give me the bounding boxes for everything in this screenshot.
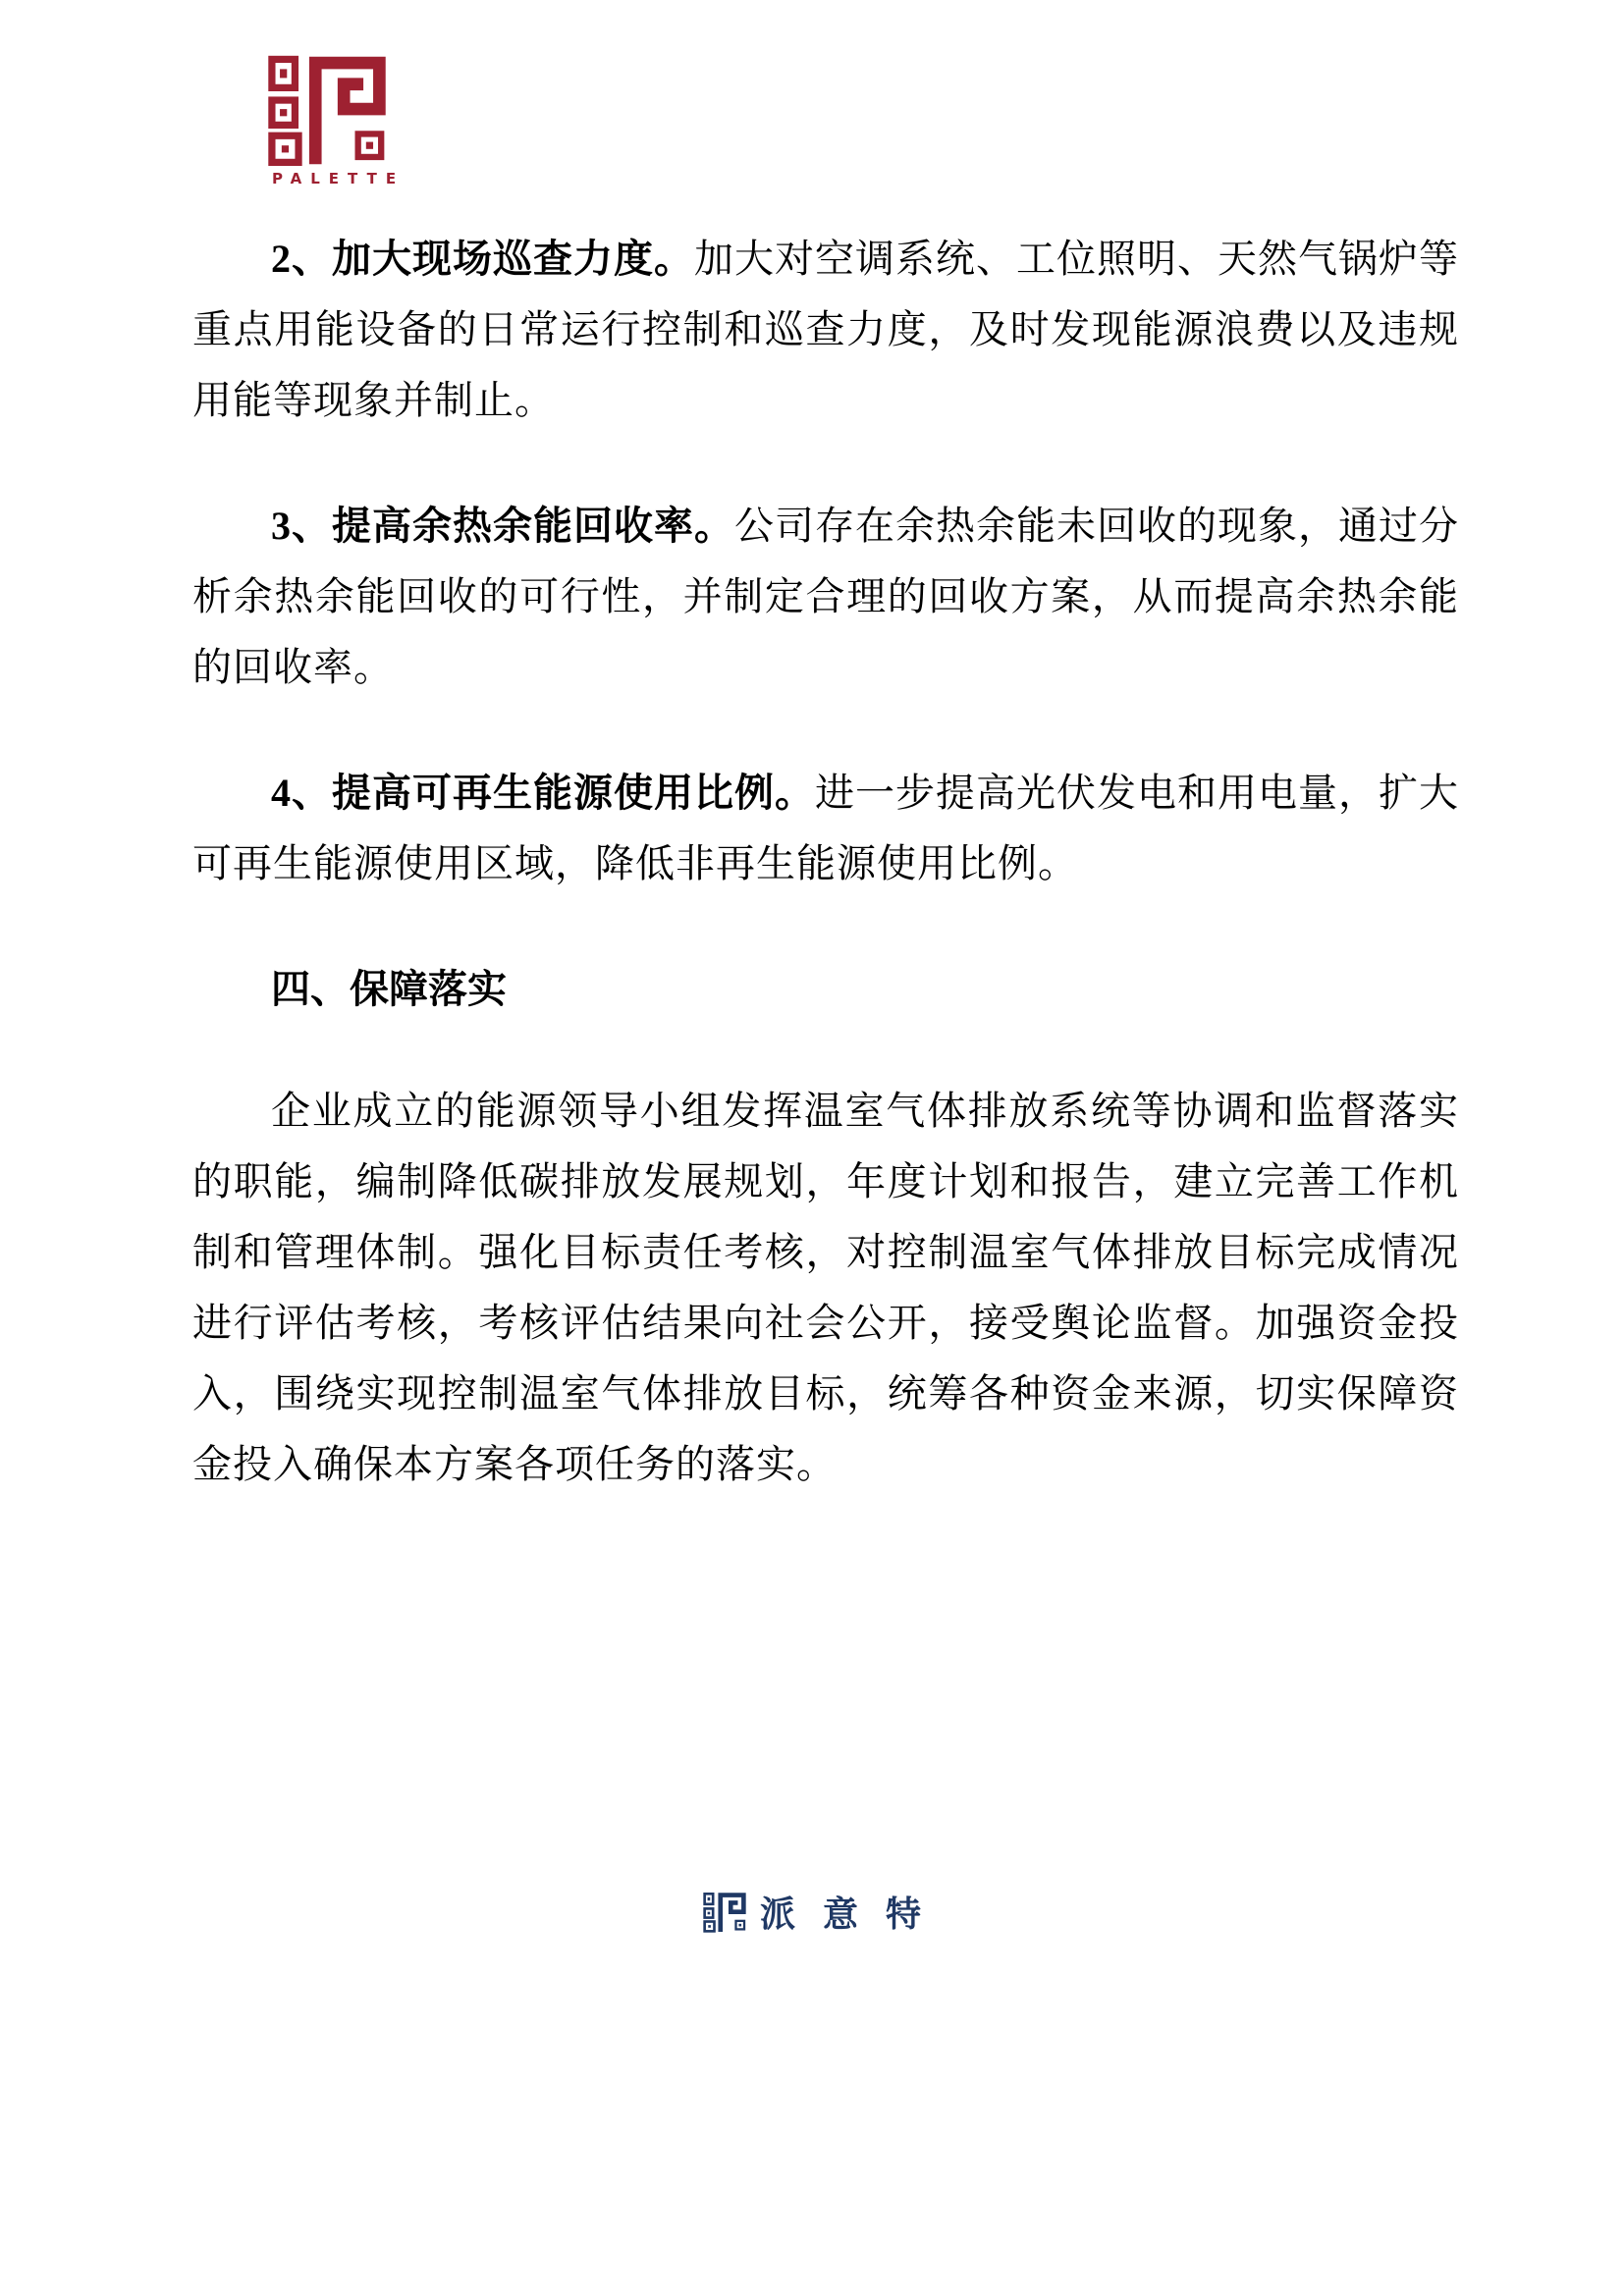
paragraph-3-body: 公司存在余热余能未回收的现象，通过分析余热余能回收的可行性，并制定合理的回收方案，从而提高余热余能的回收率。 [192,504,1459,689]
section-heading: 四、保障落实 [271,967,507,1011]
header-logo [263,54,406,187]
header-logo-brand-text: PALETTE [272,170,406,187]
paragraph-4-lead: 4、提高可再生能源使用比例。 [271,771,815,815]
paragraph-2-lead: 2、加大现场巡查力度。 [271,237,694,281]
closing-paragraph: 企业成立的能源领导小组发挥温室气体排放系统等协调和监督落实的职能，编制降低碳排放发展规划，年度计划和报告，建立完善工作机制和管理体制。强化目标责任考核，对控制温室气体排放目标完成情况进行评估考核，考核评估结果向社会公开，接受舆论监督。加强资金投入，围绕实现控制温室气体排放目标，统筹各种资金来源，切实保障资金投入确保本方案各项任务的落实。 [192,1089,1459,1486]
footer-maze-logo-icon [703,1888,746,1937]
paragraph-item-2 [192,224,1459,436]
paragraph-4-body: 进一步提高光伏发电和用电量，扩大可再生能源使用区域，降低非再生能源使用比例。 [192,771,1459,885]
footer-logo [0,1887,1624,1937]
paragraph-item-3 [192,491,1459,703]
paragraph-2-body: 加大对空调系统、工位照明、天然气锅炉等重点用能设备的日常运行控制和巡查力度，及时发现能源浪费以及违规用能等现象并制止。 [192,237,1459,422]
paragraph-3-lead: 3、提高余热余能回收率。 [271,504,734,548]
palette-maze-logo-icon [267,54,387,166]
paragraph-item-4 [192,758,1459,899]
footer-brand-text: 派意特 [759,1895,948,1934]
